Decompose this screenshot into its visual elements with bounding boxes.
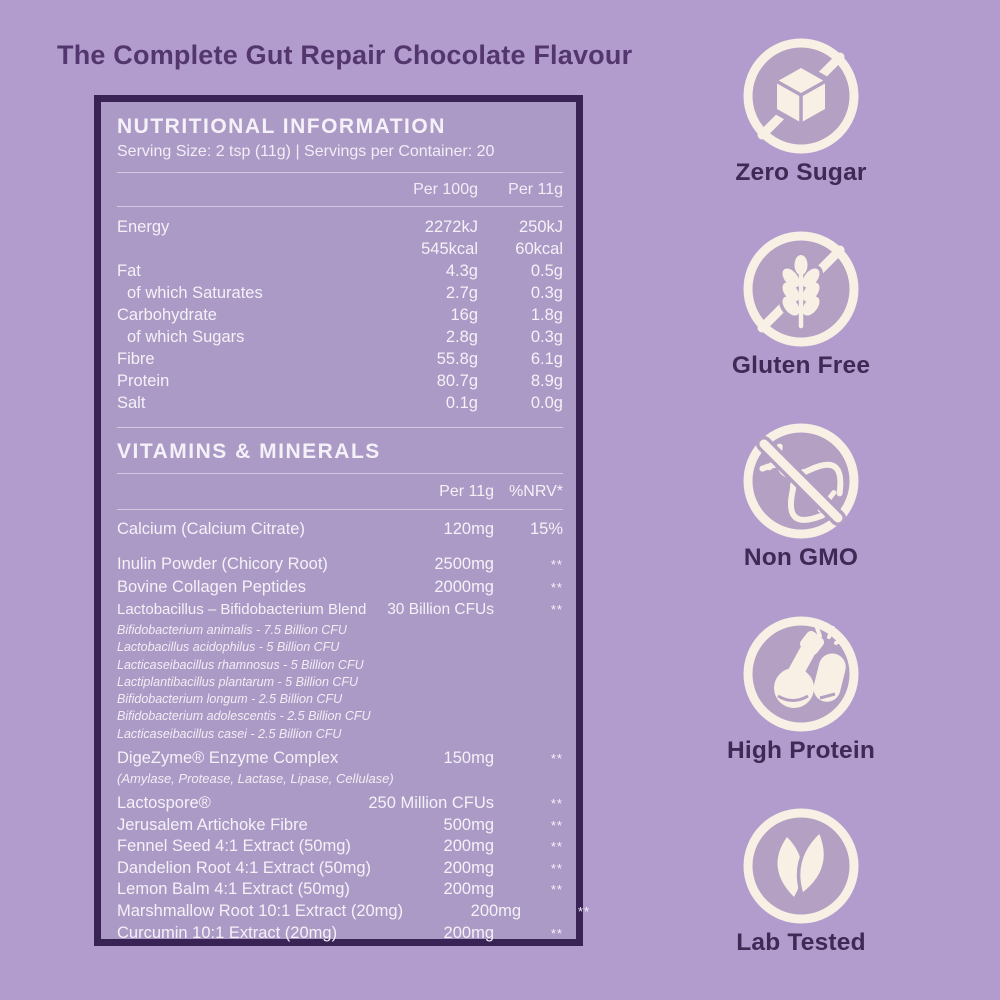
- badge-gluten-free: [706, 229, 896, 380]
- ingredient-nrv: 15%: [529, 520, 563, 538]
- ingredient-label: Lemon Balm 4:1 Extract (50mg): [117, 880, 350, 899]
- table-row: [117, 923, 563, 945]
- digezyme-components: (Amylase, Protease, Lactase, Lipase, Cellulase): [117, 771, 394, 787]
- table-row: [117, 216, 563, 238]
- table-row: [117, 370, 563, 392]
- ingredient-label: Curcumin 10:1 Extract (20mg): [117, 923, 338, 942]
- per100g-value: 545kcal: [421, 240, 478, 258]
- col-per100g-header: Per 100g: [413, 181, 478, 198]
- serving-size-line: Serving Size: 2 tsp (11g) | Servings per Container: 20: [117, 143, 495, 160]
- ingredient-label: Bovine Collagen Peptides: [117, 578, 306, 596]
- ingredient-nrv: **: [550, 580, 563, 595]
- table-row: [117, 901, 591, 923]
- per11g-value: 60kcal: [515, 240, 563, 258]
- per100g-value: 55.8g: [436, 350, 478, 368]
- per11g-value: 6.1g: [530, 350, 563, 368]
- badge-non-gmo: [706, 421, 896, 572]
- ingredient-label: Calcium (Calcium Citrate): [117, 520, 305, 538]
- table-row: [117, 260, 563, 282]
- ingredient-nrv: **: [550, 557, 563, 572]
- blend-strain: Lacticaseibacillus rhamnosus - 5 Billion CFU: [117, 657, 364, 672]
- blend-strain: Lactobacillus acidophilus - 5 Billion CFU: [117, 640, 340, 655]
- nutrient-label: Salt: [117, 394, 146, 412]
- ingredient-amount: 30 Billion CFUs: [387, 601, 494, 618]
- ingredient-nrv: **: [550, 602, 563, 617]
- per11g-value: 1.8g: [530, 306, 563, 324]
- vitamins-column-headers: [117, 482, 563, 502]
- nutrient-label: Carbohydrate: [117, 306, 217, 324]
- flexed-bicep-icon: [741, 614, 861, 734]
- table-row: [117, 326, 563, 348]
- blend-strain: Bifidobacterium animalis - 7.5 Billion CFU: [117, 623, 347, 637]
- per100g-value: 2.7g: [445, 284, 478, 302]
- ingredient-label: Dandelion Root 4:1 Extract (50mg): [117, 858, 372, 877]
- per100g-value: 2.8g: [445, 328, 478, 346]
- table-row: [117, 815, 563, 837]
- divider: [117, 427, 563, 428]
- ingredient-amount: 200mg: [443, 858, 494, 877]
- blend-strain: Lacticaseibacillus casei - 2.5 Billion CFU: [117, 726, 342, 741]
- ingredient-nrv: **: [550, 751, 563, 767]
- table-row: [117, 282, 563, 304]
- table-row: [117, 879, 563, 901]
- table-row: [117, 392, 563, 414]
- ingredient-label: Marshmallow Root 10:1 Extract (20mg): [117, 902, 404, 921]
- nutrient-label: of which Saturates: [127, 284, 263, 302]
- badge-high-protein: [706, 614, 896, 765]
- ingredient-amount: 200mg: [470, 902, 522, 921]
- ingredient-nrv: **: [550, 796, 563, 812]
- nutrition-panel-header: NUTRITIONAL INFORMATION: [117, 115, 446, 138]
- ingredient-label: Inulin Powder (Chicory Root): [117, 555, 328, 573]
- ingredient-nrv: **: [577, 904, 591, 920]
- column-headers: [117, 180, 563, 200]
- ingredient-amount: 2500mg: [434, 555, 494, 573]
- nutrient-label: [117, 238, 393, 260]
- ingredient-label: Lactospore®: [117, 794, 211, 813]
- nutrient-label: Fibre: [117, 350, 155, 368]
- nutrition-table: [117, 216, 563, 414]
- per100g-value: 0.1g: [445, 394, 478, 412]
- ingredient-amount: 200mg: [443, 923, 494, 942]
- badge-label: Gluten Free: [731, 352, 871, 379]
- page-title: The Complete Gut Repair Chocolate Flavour: [57, 40, 633, 70]
- ingredient-amount: 150mg: [443, 749, 494, 768]
- nutrient-label: Fat: [117, 262, 141, 280]
- ingredient-label: Fennel Seed 4:1 Extract (50mg): [117, 837, 351, 856]
- nutrient-label: Protein: [117, 372, 170, 390]
- table-row: [117, 858, 563, 880]
- table-row: [117, 518, 563, 540]
- divider: [117, 473, 563, 474]
- blend-breakdown: [117, 622, 563, 743]
- table-row: [117, 576, 563, 599]
- per100g-value: 80.7g: [436, 372, 478, 390]
- vit-col-per11g-header: Per 11g: [439, 483, 494, 500]
- table-row: [117, 747, 563, 770]
- vitamins-table: [117, 518, 591, 944]
- table-row: [117, 304, 563, 326]
- divider: [117, 509, 563, 510]
- per100g-value: 4.3g: [445, 262, 478, 280]
- vit-col-nrv-header: %NRV*: [509, 483, 563, 500]
- ingredient-amount: 500mg: [443, 815, 494, 834]
- badge-lab-tested: [706, 806, 896, 957]
- ingredient-amount: 2000mg: [434, 578, 494, 596]
- per11g-value: 250kJ: [518, 218, 563, 236]
- per11g-value: 0.3g: [530, 284, 563, 302]
- table-row: [117, 238, 563, 260]
- nutrient-label: of which Sugars: [127, 328, 245, 346]
- per100g-value: 16g: [450, 306, 478, 324]
- ingredient-nrv: **: [550, 925, 563, 941]
- ingredient-nrv: **: [550, 839, 563, 855]
- badge-label: Zero Sugar: [735, 159, 867, 186]
- ingredient-amount: 200mg: [443, 837, 494, 856]
- per11g-value: 0.3g: [530, 328, 563, 346]
- per11g-value: 0.0g: [530, 394, 563, 412]
- no-dna-icon: [741, 421, 861, 541]
- per100g-value: 2272kJ: [424, 218, 478, 236]
- ingredient-label: Jerusalem Artichoke Fibre: [117, 815, 308, 834]
- divider: [117, 206, 563, 207]
- ingredient-amount: 120mg: [443, 520, 494, 538]
- blend-strain: Bifidobacterium longum - 2.5 Billion CFU: [117, 692, 343, 707]
- badge-label: High Protein: [726, 737, 876, 764]
- blend-strain: Bifidobacterium adolescentis - 2.5 Billion CFU: [117, 709, 371, 724]
- ingredient-nrv: **: [550, 882, 563, 898]
- blend-strain: Lactiplantibacillus plantarum - 5 Billion CFU: [117, 674, 359, 689]
- per11g-value: 8.9g: [530, 372, 563, 390]
- badge-label: Non GMO: [743, 544, 859, 571]
- per11g-value: 0.5g: [530, 262, 563, 280]
- badge-zero-sugar: [706, 36, 896, 187]
- table-row: [117, 348, 563, 370]
- badge-label: Lab Tested: [736, 929, 866, 956]
- vitamins-header: VITAMINS & MINERALS: [117, 440, 381, 463]
- table-row: [117, 836, 563, 858]
- ingredient-amount: 250 Million CFUs: [368, 794, 494, 813]
- divider: [117, 172, 563, 173]
- col-per11g-header: Per 11g: [508, 181, 563, 198]
- nutrient-label: Energy: [117, 218, 170, 236]
- ingredient-amount: 200mg: [443, 880, 494, 899]
- table-row: [117, 793, 563, 815]
- table-row: [117, 553, 563, 576]
- no-wheat-icon: [741, 229, 861, 349]
- table-row: [117, 599, 563, 621]
- ingredient-label: Lactobacillus – Bifidobacterium Blend: [117, 601, 367, 618]
- no-sugar-cube-icon: [741, 36, 861, 156]
- ingredient-nrv: **: [550, 860, 563, 876]
- ingredient-label: DigeZyme® Enzyme Complex: [117, 749, 339, 768]
- nutrition-panel: [94, 95, 591, 946]
- leaves-icon: [741, 806, 861, 926]
- ingredient-nrv: **: [550, 817, 563, 833]
